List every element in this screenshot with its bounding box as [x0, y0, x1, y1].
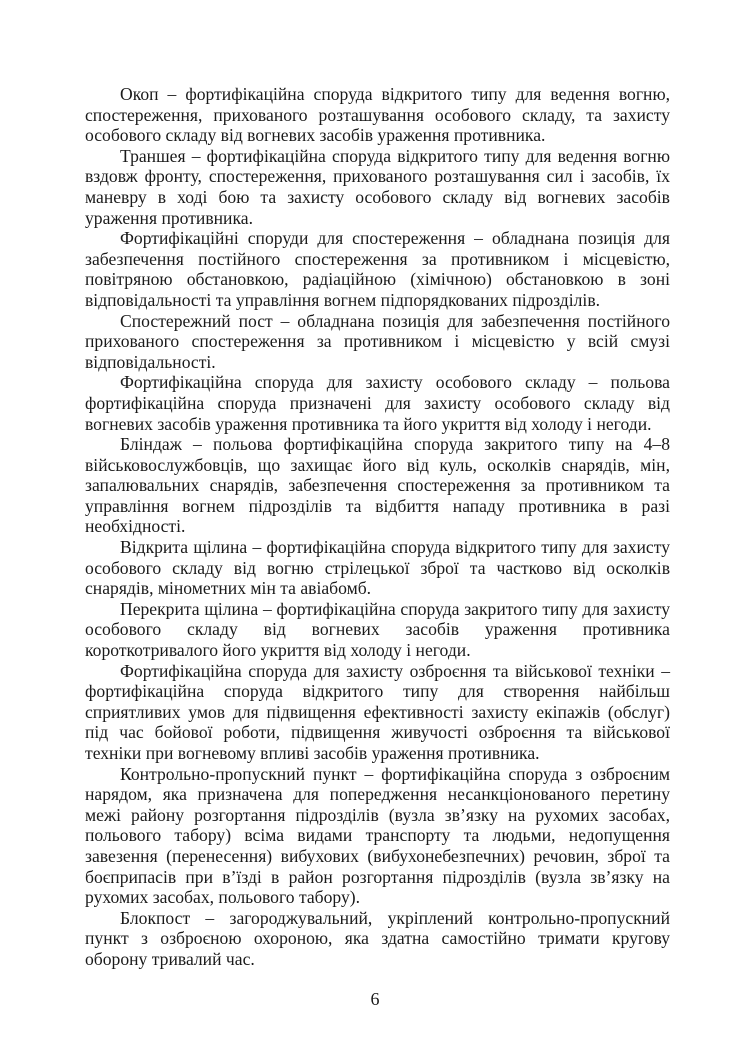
paragraph-kpp: Контрольно-пропускний пункт – фортифікаційна споруда з озброєним нарядом, яка призначена для попередження несанкціонованого перетину межі району розгортання підрозділів (вузла зв’язку на рухомих засобах, польового табору) всіма видами транспорту та людьми, недопущення завезення (перенесення) вибухових (вибухонебезпечних) речовин, зброї та боєприпасів при в’їзді в район розгортання підрозділів (вузла зв’язку на рухомих засобах, польового табору). — [85, 763, 670, 908]
paragraph-transheia: Траншея – фортифікаційна споруда відкритого типу для ведення вогню вздовж фронту, спостереження, прихованого розташування сил і засобів, їх маневру в ході бою та захисту особового складу від вогневих засобів ураження противника. — [85, 145, 670, 228]
body-text — [85, 84, 670, 970]
paragraph-zakhyst-ozbroiennia: Фортифікаційна споруда для захисту озброєння та військової техніки – фортифікаційна споруда відкритого типу для створення найбільш сприятливих умов для підвищення ефективності захисту екіпажів (обслуг) під час бойової роботи, підвищення живучості озброєння та військової техніки при вогневому впливі засобів ураження противника. — [85, 660, 670, 763]
paragraph-sposterezhnyi-post: Спостережний пост – обладнана позиція для забезпечення постійного прихованого спостереження за противником і місцевістю у всій смузі відповідальності. — [85, 310, 670, 372]
paragraph-blindazh: Бліндаж – польова фортифікаційна споруда закритого типу на 4–8 військовослужбовців, що захищає його від куль, осколків снарядів, мін, запалювальних снарядів, забезпечення спостереження за противником та управління вогнем підрозділів та відбиття нападу противника в разі необхідності. — [85, 434, 670, 537]
paragraph-blokpost: Блокпост – загороджувальний, укріплений контрольно-пропускний пункт з озброєною охороною, яка здатна самостійно тримати кругову оборону тривалий час. — [85, 907, 670, 969]
page-number: 6 — [370, 989, 380, 1009]
paragraph-okop: Окоп – фортифікаційна споруда відкритого типу для ведення вогню, спостереження, прихованого розташування особового складу, та захисту особового складу від вогневих засобів ураження противника. — [85, 84, 670, 146]
paragraph-vidkryta-shchilyna: Відкрита щілина – фортифікаційна споруда відкритого типу для захисту особового складу від вогню стрілецької зброї та частково від осколків снарядів, мінометних мін та авіабомб. — [85, 537, 670, 599]
paragraph-sporudy-sposterezhennia: Фортифікаційні споруди для спостереження – обладнана позиція для забезпечення постійного спостереження за противником і місцевістю, повітряною обстановкою, радіаційною (хімічною) обстановкою в зоні відповідальності та управління вогнем підпорядкованих підрозділів. — [85, 228, 670, 310]
paragraph-perekryta-shchilyna: Перекрита щілина – фортифікаційна споруда закритого типу для захисту особового складу від вогневих засобів ураження противника короткотривалого його укриття від холоду і негоди. — [85, 598, 670, 661]
paragraph-zakhyst-osobovoho-skladu: Фортифікаційна споруда для захисту особового складу – польова фортифікаційна споруда призначені для захисту особового складу від вогневих засобів ураження противника та його укриття від холоду і негоди. — [85, 372, 670, 434]
